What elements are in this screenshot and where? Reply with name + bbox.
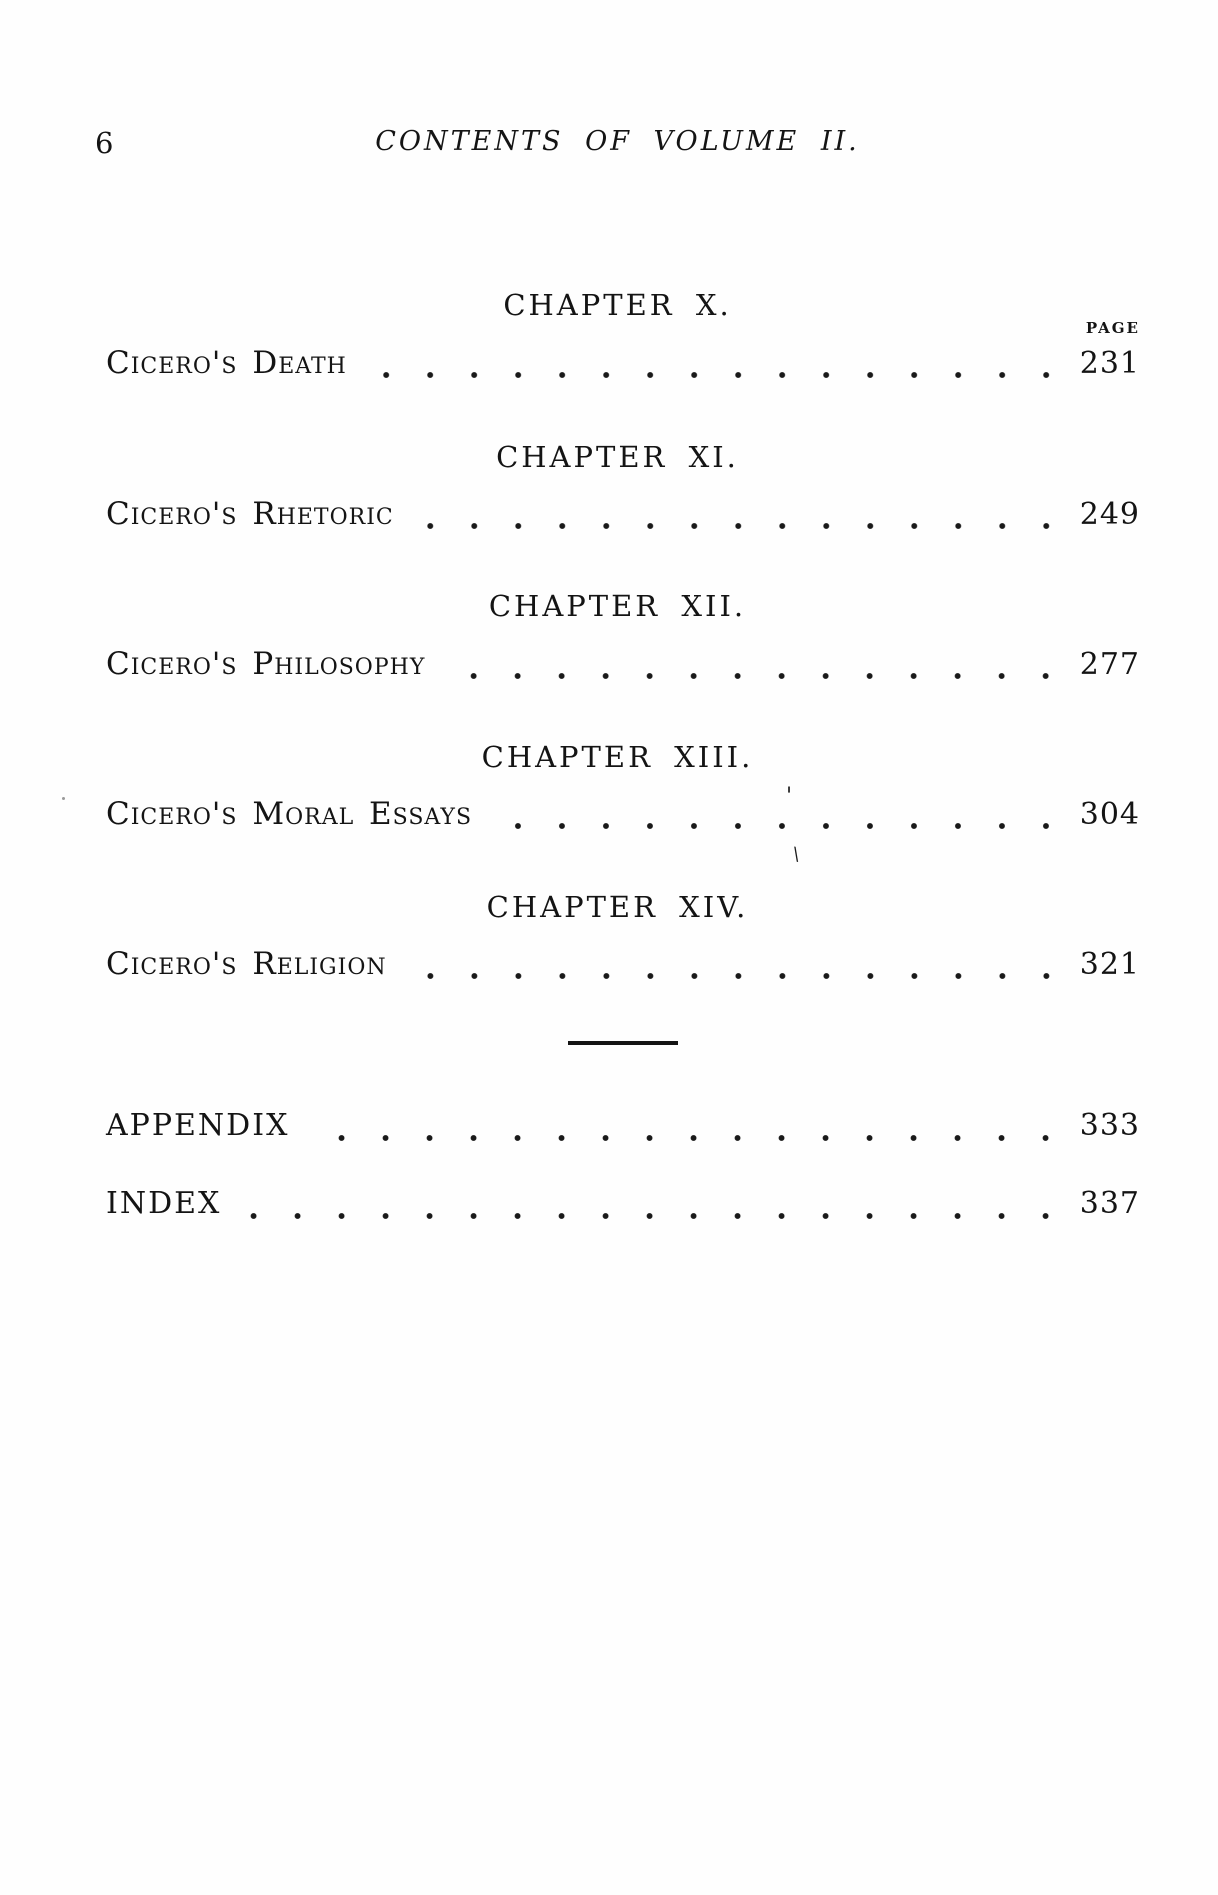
running-head: CONTENTS OF VOLUME II. — [375, 126, 860, 157]
toc-entry-page-number: 337 — [1079, 1186, 1140, 1221]
toc-entry-cicero-religion — [106, 946, 1140, 988]
chapter-heading-x: CHAPTER X. — [503, 288, 732, 322]
toc-entry-title: INDEX — [106, 1186, 222, 1221]
dot-leader — [237, 1211, 1068, 1221]
toc-entry-index — [106, 1186, 1140, 1228]
toc-entry-cicero-death — [106, 345, 1140, 387]
toc-entry-title: Cicero's Religion — [106, 946, 387, 982]
dot-leader — [488, 821, 1068, 831]
dot-leader — [363, 370, 1068, 380]
toc-entry-page-number: 304 — [1079, 797, 1140, 832]
dot-leader — [305, 1133, 1068, 1143]
toc-entry-title: Cicero's Rhetoric — [106, 496, 394, 532]
page-column-label: PAGE — [1085, 319, 1140, 337]
dot-leader — [441, 671, 1068, 681]
toc-entry-title: APPENDIX — [106, 1108, 290, 1143]
section-divider-rule — [568, 1041, 678, 1045]
toc-entry-cicero-philosophy — [106, 646, 1140, 688]
toc-entry-cicero-rhetoric — [106, 496, 1140, 538]
scan-artifact-apostrophe: ' — [786, 784, 793, 809]
toc-entry-cicero-moral-essays — [106, 796, 1140, 838]
toc-entry-title: Cicero's Death — [106, 345, 347, 381]
toc-entry-title: Cicero's Moral Essays — [106, 796, 473, 832]
folio-page-number: 6 — [95, 126, 114, 160]
toc-entry-page-number: 277 — [1079, 647, 1140, 682]
chapter-heading-xiv: CHAPTER XIV. — [486, 890, 749, 924]
dot-leader — [403, 971, 1068, 981]
chapter-heading-xi: CHAPTER XI. — [496, 440, 739, 474]
toc-entry-page-number: 231 — [1079, 346, 1140, 381]
toc-entry-page-number: 333 — [1079, 1108, 1140, 1143]
toc-entry-appendix — [106, 1108, 1140, 1150]
toc-entry-page-number: 321 — [1079, 947, 1140, 982]
chapter-heading-xii: CHAPTER XII. — [488, 589, 747, 623]
scan-artifact-backslash: \ — [791, 843, 801, 866]
dot-leader — [410, 521, 1068, 531]
chapter-heading-xiii: CHAPTER XIII. — [481, 740, 754, 774]
toc-entry-page-number: 249 — [1079, 497, 1140, 532]
scan-artifact-speck — [62, 797, 65, 800]
toc-entry-title: Cicero's Philosophy — [106, 646, 426, 682]
